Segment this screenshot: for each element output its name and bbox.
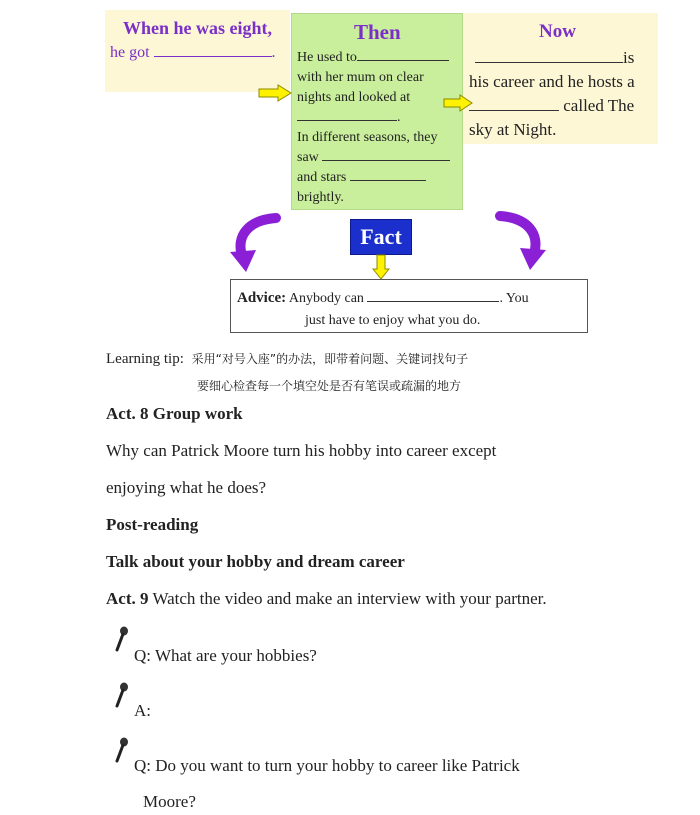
now-line3-end: called The (563, 96, 635, 115)
advice-line-1 (237, 290, 529, 307)
microphone-icon (113, 626, 129, 652)
then-line3: nights and looked at (297, 90, 411, 105)
arrow-right-icon (443, 94, 473, 112)
arrow-right-icon (258, 84, 292, 102)
now-blank-2[interactable] (469, 110, 559, 111)
then-line2: with her mum on clear (297, 70, 424, 85)
when-title: When he was eight, (123, 18, 273, 38)
then-blank-4[interactable] (350, 180, 426, 181)
when-text-label: he got (110, 44, 150, 61)
advice-label: Advice: (237, 290, 287, 306)
when-end: . (271, 44, 276, 61)
now-blank-1[interactable] (475, 62, 623, 63)
then-line8: brightly. (297, 190, 344, 205)
microphone-icon (113, 737, 129, 763)
learning-tip-line-2: 要细心检查每一个填空处是否有笔误或疏漏的地方 (197, 379, 462, 393)
interview-q2-line-1: Q: Do you want to turn your hobby to career like Patrick (134, 756, 520, 775)
when-text (110, 44, 276, 62)
advice-blank[interactable] (367, 301, 499, 302)
now-box (463, 13, 658, 144)
act8-heading: Act. 8 Group work (106, 404, 243, 423)
curved-arrow-right-icon (490, 210, 548, 272)
learning-tip (106, 350, 468, 368)
post-reading-heading: Post-reading (106, 515, 199, 534)
when-blank[interactable] (154, 56, 272, 57)
curved-arrow-left-icon (228, 212, 286, 274)
advice-box (230, 279, 588, 333)
now-line1-end: is (623, 48, 635, 67)
then-blank-2[interactable] (297, 120, 397, 121)
arrow-down-icon (372, 254, 390, 280)
then-line7: and stars (297, 170, 347, 185)
when-box (105, 10, 290, 92)
then-line6: saw (297, 150, 319, 165)
interview-q1: Q: What are your hobbies? (134, 646, 317, 665)
advice-text-2: just have to enjoy what you do. (305, 313, 481, 328)
then-blank-3[interactable] (322, 160, 450, 161)
post-reading-subheading: Talk about your hobby and dream career (106, 552, 405, 571)
act9-label: Act. 9 (106, 589, 149, 608)
now-line2: his career and he hosts a (469, 72, 635, 91)
act9-text: Watch the video and make an interview with your partner. (152, 589, 547, 608)
advice-text-1-end: . You (499, 291, 529, 306)
act9-instruction (106, 589, 547, 609)
then-line1: He used to (297, 50, 357, 65)
learning-tip-label: Learning tip: (106, 351, 184, 367)
microphone-icon (113, 682, 129, 708)
now-line4: sky at Night. (469, 120, 557, 139)
then-blank-1[interactable] (357, 60, 449, 61)
now-title: Now (539, 21, 576, 42)
then-box (291, 13, 463, 210)
then-line5: In different seasons, they (297, 130, 438, 145)
interview-q2-line-2: Moore? (143, 792, 196, 811)
now-content (469, 46, 657, 142)
act8-question-line-2: enjoying what he does? (106, 478, 267, 497)
advice-text-1: Anybody can (288, 291, 364, 306)
then-line4-end: . (397, 110, 401, 125)
then-title: Then (354, 20, 401, 44)
interview-a1: A: (134, 701, 151, 720)
act8-question-line-1: Why can Patrick Moore turn his hobby into career except (106, 441, 497, 460)
fact-label: Fact (350, 219, 412, 255)
then-content (297, 48, 462, 208)
learning-tip-line-1: 采用“对号入座”的办法，即带着问题、关键词找句子 (191, 352, 469, 366)
